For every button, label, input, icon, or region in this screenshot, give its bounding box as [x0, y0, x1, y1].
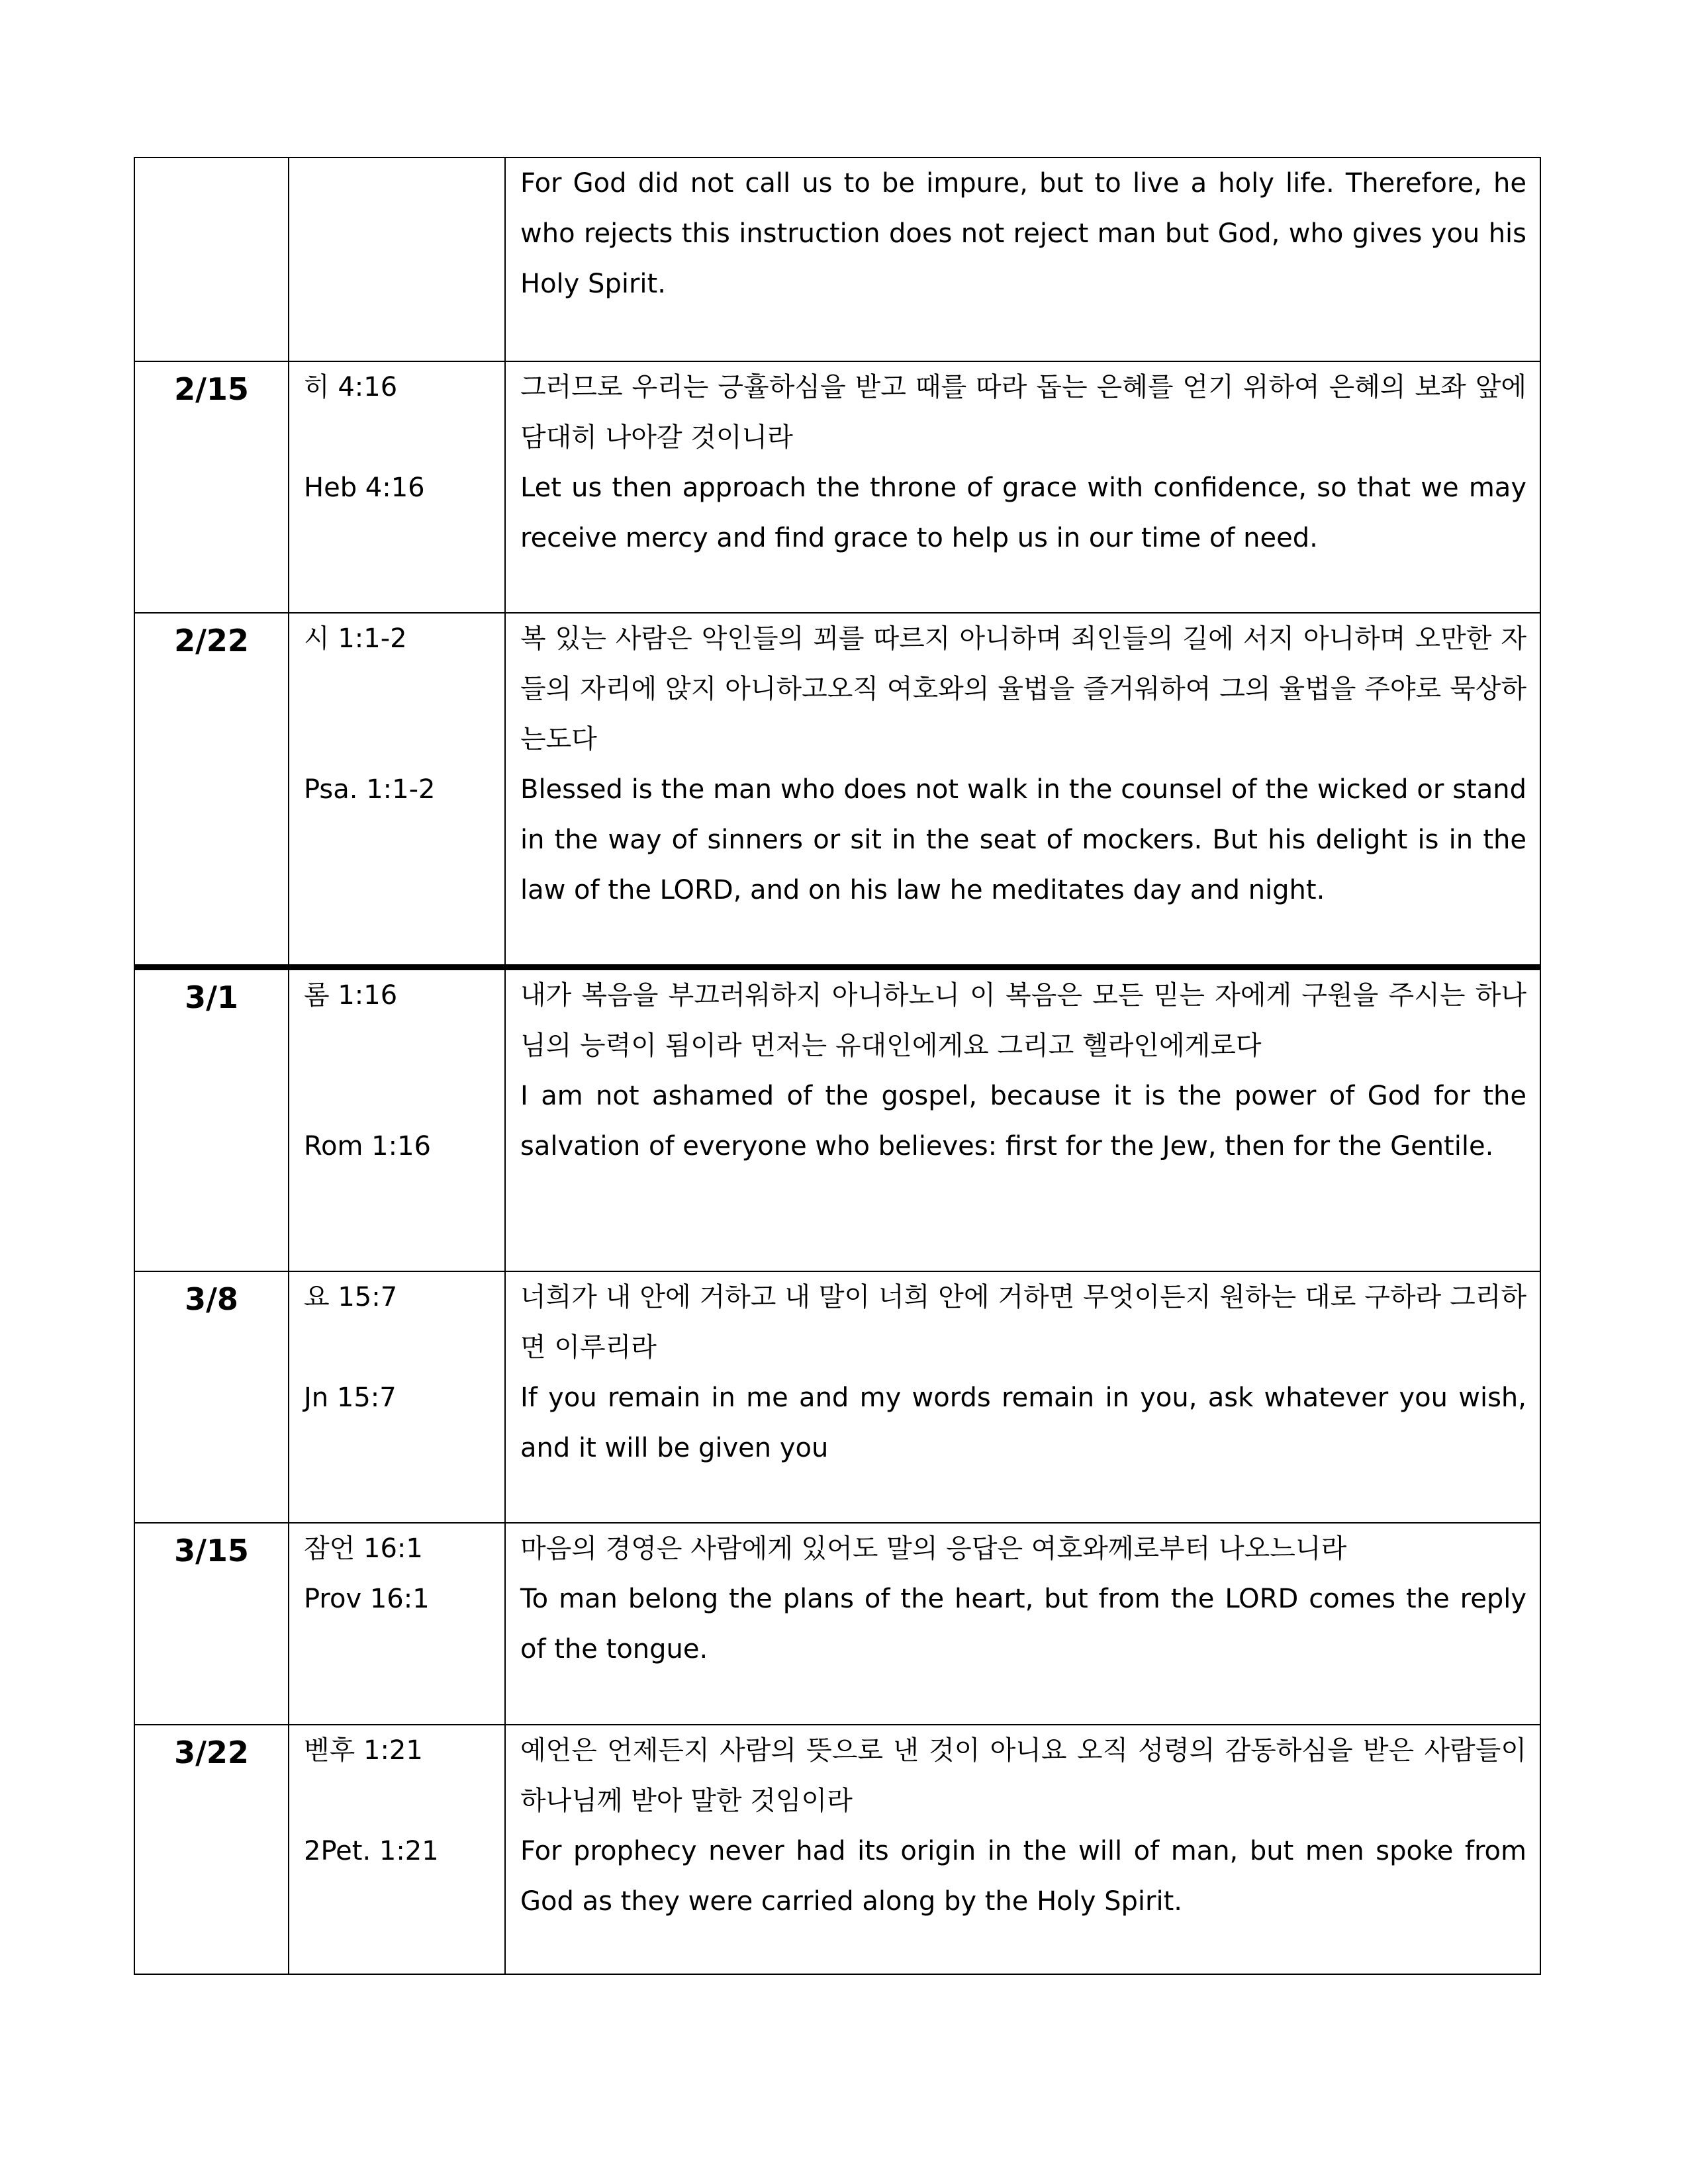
verse-text-cell	[506, 1524, 1540, 1724]
english-reference: Jn 15:7	[304, 1383, 397, 1413]
verse-text-cell	[506, 614, 1540, 964]
korean-verse: 복 있는 사람은 악인들의 꾀를 따르지 아니하며 죄인들의 길에 서지 아니하며 오만한 자들의 자리에 앉지 아니하고오직 여호와의 율법을 즐거워하여 그의 율법을 주야로 묵상하는도다	[520, 623, 1526, 754]
korean-reference: 시 1:1-2	[304, 623, 407, 654]
english-verse: Blessed is the man who does not walk in the counsel of the wicked or stand in the way of sinners or sit in the seat of mockers. But his delight is in the law of the LORD, and on his law he meditates day and night.	[520, 774, 1526, 905]
date-cell: 3/15	[135, 1524, 289, 1724]
reference-cell	[289, 1272, 506, 1522]
verse-text-cell	[506, 158, 1540, 361]
table-row	[135, 158, 1540, 361]
korean-verse: 마음의 경영은 사람에게 있어도 말의 응답은 여호와께로부터 나오느니라	[520, 1533, 1347, 1564]
date-cell: 3/8	[135, 1272, 289, 1522]
english-verse: I am not ashamed of the gospel, because it is the power of God for the salvation of everyone who believes: first for the Jew, then for the Gentile.	[520, 1081, 1526, 1161]
table-row	[135, 1522, 1540, 1724]
english-verse: For God did not call us to be impure, but to live a holy life. Therefore, he who rejects this instruction does not reject man but God, who gives you his Holy Spirit.	[520, 168, 1526, 299]
english-reference: 2Pet. 1:21	[304, 1836, 439, 1866]
korean-reference: 요 15:7	[304, 1282, 398, 1312]
korean-verse: 예언은 언제든지 사람의 뜻으로 낸 것이 아니요 오직 성령의 감동하심을 받은 사람들이 하나님께 받아 말한 것임이라	[520, 1735, 1526, 1816]
korean-verse: 그러므로 우리는 긍휼하심을 받고 때를 따라 돕는 은혜를 얻기 위하여 은혜의 보좌 앞에 담대히 나아갈 것이니라	[520, 372, 1526, 453]
reference-cell	[289, 362, 506, 612]
korean-reference: 히 4:16	[304, 372, 398, 402]
date-cell	[135, 158, 289, 361]
korean-reference: 잠언 16:1	[304, 1533, 423, 1564]
english-reference: Heb 4:16	[304, 473, 425, 503]
table-row	[135, 964, 1540, 1271]
table-row	[135, 612, 1540, 964]
english-reference: Prov 16:1	[304, 1584, 430, 1614]
english-verse: If you remain in me and my words remain in you, ask whatever you wish, and it will be given you	[520, 1383, 1526, 1463]
reference-cell	[289, 1524, 506, 1724]
reference-cell	[289, 158, 506, 361]
table-row	[135, 361, 1540, 612]
verse-text-cell	[506, 970, 1540, 1271]
english-verse: To man belong the plans of the heart, but from the LORD comes the reply of the tongue.	[520, 1584, 1526, 1664]
date-cell: 2/15	[135, 362, 289, 612]
verse-text-cell	[506, 362, 1540, 612]
reference-cell	[289, 614, 506, 964]
table-row	[135, 1724, 1540, 1974]
date-cell: 2/22	[135, 614, 289, 964]
korean-verse: 너희가 내 안에 거하고 내 말이 너희 안에 거하면 무엇이든지 원하는 대로 구하라 그리하면 이루리라	[520, 1282, 1526, 1363]
verse-text-cell	[506, 1272, 1540, 1522]
verse-table	[134, 157, 1541, 1975]
reference-cell	[289, 1725, 506, 1974]
english-reference: Rom 1:16	[304, 1131, 431, 1161]
date-cell: 3/22	[135, 1725, 289, 1974]
english-verse: For prophecy never had its origin in the will of man, but men spoke from God as they were carried along by the Holy Spirit.	[520, 1836, 1526, 1917]
korean-verse: 내가 복음을 부끄러워하지 아니하노니 이 복음은 모든 믿는 자에게 구원을 주시는 하나님의 능력이 됨이라 먼저는 유대인에게요 그리고 헬라인에게로다	[520, 980, 1526, 1061]
reference-cell	[289, 970, 506, 1271]
korean-reference: 벧후 1:21	[304, 1735, 423, 1766]
verse-text-cell	[506, 1725, 1540, 1974]
english-verse: Let us then approach the throne of grace with confidence, so that we may receive mercy and find grace to help us in our time of need.	[520, 473, 1526, 553]
date-cell: 3/1	[135, 970, 289, 1271]
english-reference: Psa. 1:1-2	[304, 774, 436, 805]
korean-reference: 롬 1:16	[304, 980, 398, 1011]
table-row	[135, 1271, 1540, 1522]
